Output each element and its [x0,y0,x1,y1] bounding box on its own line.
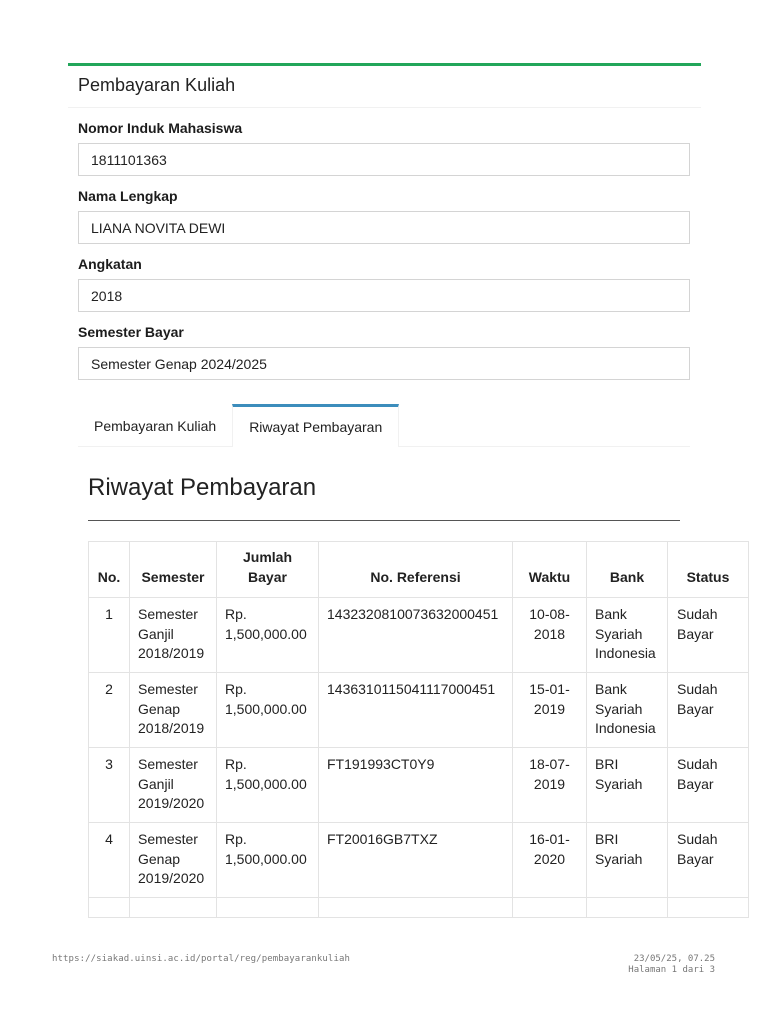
cell-jumlah-bayar: Rp. 1,500,000.00 [217,673,319,748]
header-bank: Bank [587,542,668,598]
table-header-row [89,542,749,598]
student-form [68,120,701,380]
cell-semester: Semester Genap 2019/2020 [130,823,217,898]
table-row [89,673,749,748]
cell-status: Sudah Bayar [668,748,749,823]
nama-label: Nama Lengkap [78,188,178,204]
cell-semester: Semester Ganjil 2018/2019 [130,598,217,673]
table-row [89,823,749,898]
header-no: No. [89,542,130,598]
table-row-partial [89,898,749,918]
semester-bayar-label: Semester Bayar [78,324,184,340]
cell-status: Sudah Bayar [668,673,749,748]
cell-no: 1 [89,598,130,673]
payment-panel [68,63,701,380]
cell-no: 2 [89,673,130,748]
nama-field[interactable]: LIANA NOVITA DEWI [78,211,690,244]
cell-waktu: 16-01-2020 [513,823,587,898]
header-no-referensi: No. Referensi [319,542,513,598]
cell-bank: Bank Syariah Indonesia [587,673,668,748]
panel-title: Pembayaran Kuliah [68,66,701,108]
cell-no: 3 [89,748,130,823]
angkatan-field[interactable]: 2018 [78,279,690,312]
empty-cell [668,898,749,918]
empty-cell [319,898,513,918]
cell-waktu: 10-08-2018 [513,598,587,673]
cell-no-referensi: 143232081007363200045​1 [319,598,513,673]
cell-status: Sudah Bayar [668,823,749,898]
nim-label: Nomor Induk Mahasiswa [78,120,243,136]
nim-field[interactable]: 1811101363 [78,143,690,176]
cell-bank: BRI Syariah [587,748,668,823]
cell-bank: BRI Syariah [587,823,668,898]
angkatan-label: Angkatan [78,256,142,272]
cell-jumlah-bayar: Rp. 1,500,000.00 [217,598,319,673]
table-body [89,598,749,918]
tab-riwayat-pembayaran[interactable]: Riwayat Pembayaran [232,404,399,447]
tab-bar [78,404,690,447]
payment-history-table [88,541,749,918]
payment-history-table-wrap[interactable] [88,541,730,907]
footer-url: https://siakad.uinsi.ac.id/portal/reg/pembayarankuliah [52,954,350,964]
cell-status: Sudah Bayar [668,598,749,673]
cell-jumlah-bayar: Rp. 1,500,000.00 [217,823,319,898]
footer-page: Halaman 1 dari 3 [628,965,715,975]
cell-no: 4 [89,823,130,898]
table-row [89,598,749,673]
cell-no-referensi: FT191993CT0Y9 [319,748,513,823]
cell-no-referensi: FT20016GB7TXZ [319,823,513,898]
header-status: Status [668,542,749,598]
section-divider [88,520,680,521]
cell-waktu: 15-01-2019 [513,673,587,748]
semester-bayar-field[interactable]: Semester Genap 2024/2025 [78,347,690,380]
cell-jumlah-bayar: Rp. 1,500,000.00 [217,748,319,823]
empty-cell [130,898,217,918]
empty-cell [587,898,668,918]
cell-semester: Semester Ganjil 2019/2020 [130,748,217,823]
cell-no-referensi: 143631011504111700045​1 [319,673,513,748]
section-title: Riwayat Pembayaran [88,474,317,501]
cell-waktu: 18-07-2019 [513,748,587,823]
cell-semester: Semester Genap 2018/2019 [130,673,217,748]
footer-info [628,954,715,976]
header-waktu: Waktu [513,542,587,598]
cell-bank: Bank Syariah Indonesia [587,598,668,673]
footer-datetime: 23/05/25, 07.25 [633,954,715,964]
header-jumlah-bayar: Jumlah Bayar [217,542,319,598]
header-semester: Semester [130,542,217,598]
empty-cell [89,898,130,918]
empty-cell [513,898,587,918]
empty-cell [217,898,319,918]
table-row [89,748,749,823]
tab-pembayaran-kuliah[interactable]: Pembayaran Kuliah [94,418,217,434]
